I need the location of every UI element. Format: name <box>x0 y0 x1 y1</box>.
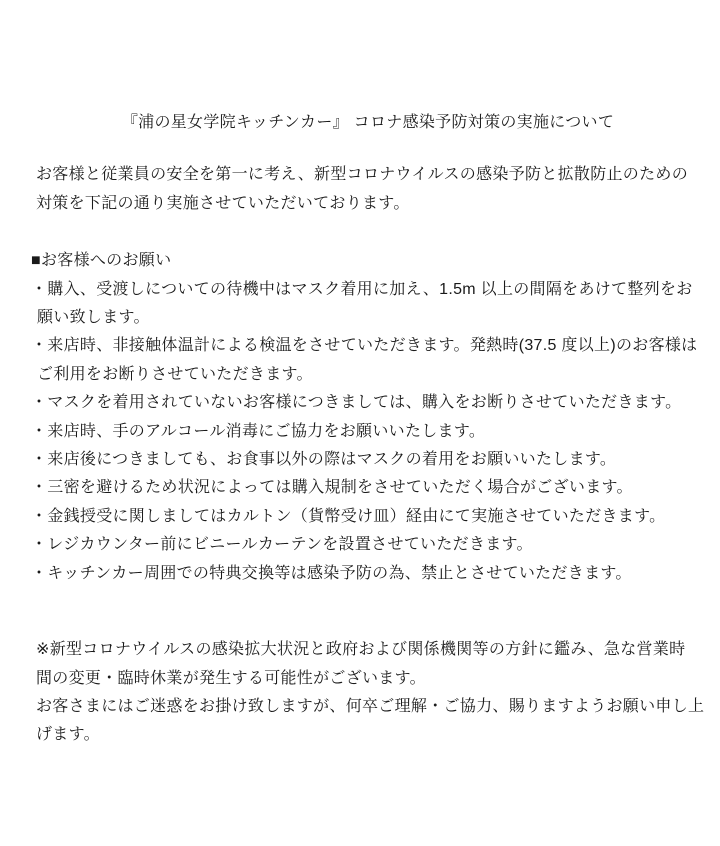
bullet-item <box>31 446 700 474</box>
bullet-line: ・来店後につきましても、お食事以外の際はマスクの着用をお願いいたします。 <box>31 451 617 469</box>
note-line: げます。 <box>36 726 100 744</box>
bullet-item <box>31 531 700 559</box>
bullet-line: ・三密を避けるため状況によっては購入規制をさせていただく場合がございます。 <box>31 479 633 497</box>
intro-paragraph <box>36 161 700 218</box>
bullet-item <box>31 389 700 417</box>
bullet-item <box>31 276 700 333</box>
bullet-item <box>31 503 700 531</box>
note-line: お客さまにはご迷惑をお掛け致しますが、何卒ご理解・ご協力、賜りますようお願い申し上 <box>36 697 705 715</box>
bullet-line: ・キッチンカー周囲での特典交換等は感染予防の為、禁止とさせていただきます。 <box>31 564 632 582</box>
note-line: 間の変更・臨時休業が発生する可能性がございます。 <box>36 669 426 687</box>
bullet-line: ご利用をお断りさせていただきます。 <box>37 365 313 383</box>
bullet-line: ・来店時、手のアルコール消毒にご協力をお願いいたします。 <box>31 422 486 440</box>
bullet-line: ・来店時、非接触体温計による検温をさせていただきます。発熱時(37.5 度以上)のお客様は <box>31 337 698 355</box>
section-heading: ■お客様へのお願い <box>31 252 172 270</box>
bullet-item <box>31 418 700 446</box>
notice-title: 『浦の星女学院キッチンカー』 コロナ感染予防対策の実施について <box>121 114 615 131</box>
bullet-line: ・マスクを着用されていないお客様につきましては、購入をお断りさせていただきます。 <box>31 394 682 412</box>
intro-line: 対策を下記の通り実施させていただいております。 <box>36 194 410 212</box>
notes-paragraph <box>36 636 705 750</box>
intro-line: お客様と従業員の安全を第一に考え、新型コロナウイルスの感染予防と拡散防止のための <box>36 166 689 184</box>
request-list <box>31 276 700 588</box>
bullet-line: ・購入、受渡しについての待機中はマスク着用に加え、1.5m 以上の間隔をあけて整列をお <box>31 280 693 298</box>
bullet-line: ・レジカウンター前にビニールカーテンを設置させていただきます。 <box>31 536 533 554</box>
bullet-line: ・金銭授受に関しましてはカルトン（貨幣受け皿）経由にて実施させていただきます。 <box>31 507 666 525</box>
bullet-line: 願い致します。 <box>37 309 150 327</box>
bullet-item <box>31 474 700 502</box>
note-line: ※新型コロナウイルスの感染拡大状況と政府および関係機関等の方針に鑑み、急な営業時 <box>36 641 686 659</box>
bullet-item <box>31 560 700 588</box>
bullet-item <box>31 332 700 389</box>
